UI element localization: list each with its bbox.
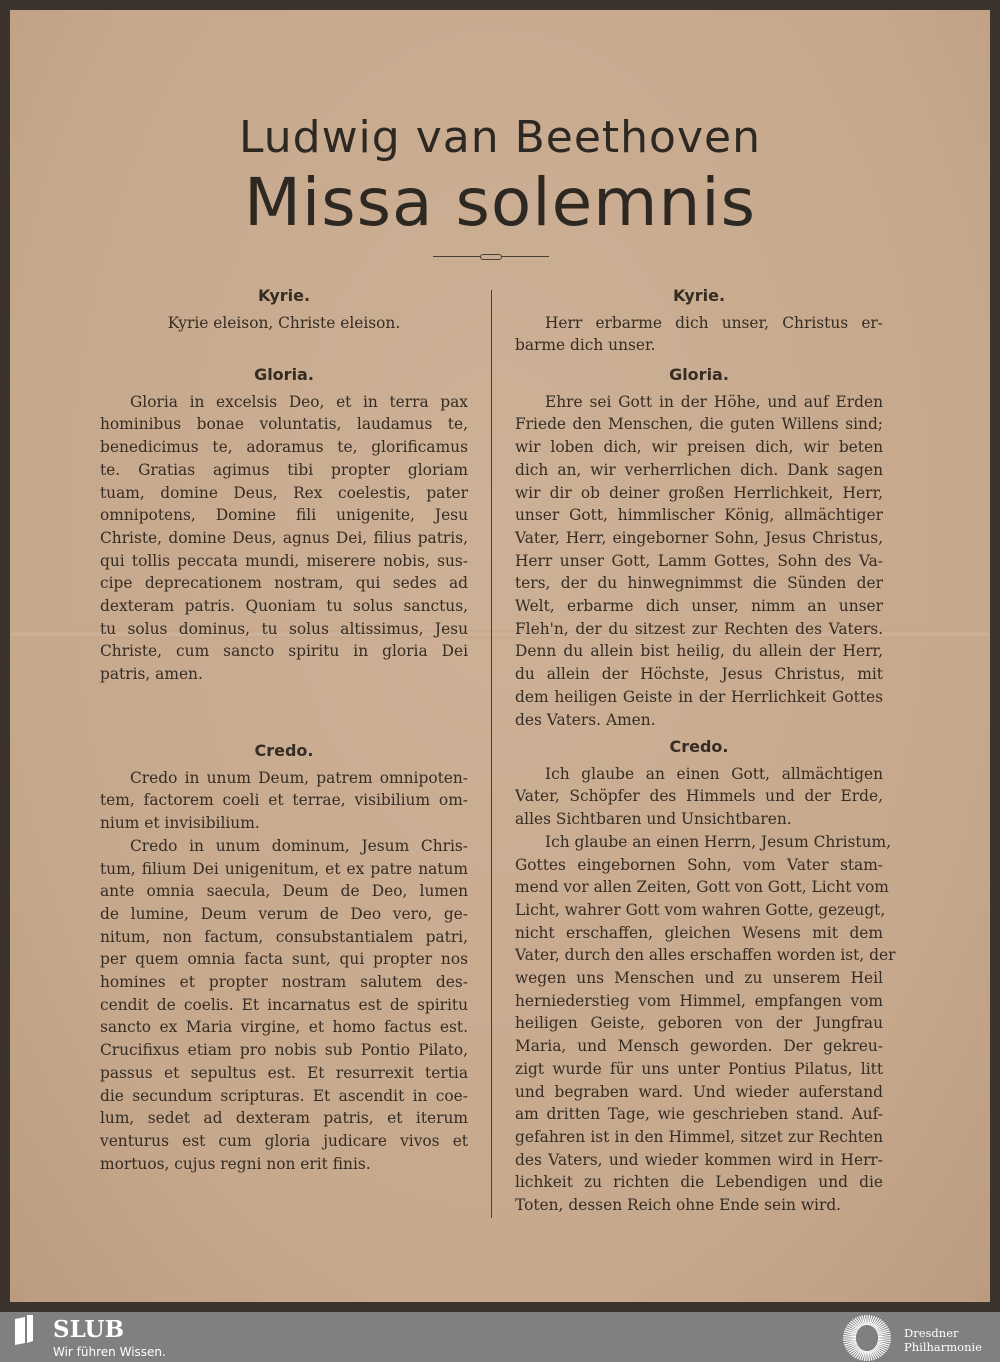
text-line: wegen uns Menschen und zu unserem Heil <box>515 969 883 988</box>
text-line: mortuos, cujus regni non erit finis. <box>100 1154 371 1173</box>
left-kyrie <box>100 285 468 334</box>
text-line: Gloria in excelsis Deo, et in terra pax <box>130 392 468 411</box>
section-heading: Kyrie. <box>672 286 726 305</box>
text-line: Christe, domine Deus, agnus Dei, filius patris, <box>100 528 468 547</box>
text-line: Ich glaube an einen Gott, allmächtigen <box>545 764 883 783</box>
title-ornament-knot <box>480 254 502 260</box>
left-credo <box>100 740 468 1175</box>
text-line: Crucifixus etiam pro nobis sub Pontio Pilato, <box>100 1041 468 1060</box>
text-line: Denn du allein bist heilig, du allein der Herr, <box>515 642 883 661</box>
text-line: venturus est cum gloria judicare vivos et <box>100 1131 468 1150</box>
text-line: unser Gott, himmlischer König, allmächtiger <box>515 506 883 525</box>
text-line: Friede den Menschen, die guten Willens sind; <box>515 415 883 434</box>
text-line: de lumine, Deum verum de Deo vero, ge- <box>100 904 468 923</box>
slub-tagline: Wir führen Wissen. <box>53 1345 166 1359</box>
text-line: Christe, cum sancto spiritu in gloria Dei <box>100 642 468 661</box>
text-line: hominibus bonae voluntatis, laudamus te, <box>100 415 468 434</box>
text-line: Vater, durch den alles erschaffen worden ist, der <box>515 946 896 965</box>
text-line: Ich glaube an einen Herrn, Jesum Christum, <box>545 832 892 851</box>
text-line: Credo in unum dominum, Jesum Chris- <box>130 836 468 855</box>
text-line: nicht erschaffen, gleichen Wesens mit dem <box>515 923 883 942</box>
sun-ray <box>878 1336 891 1337</box>
text-line: die secundum scripturas. Et ascendit in coe- <box>100 1086 468 1105</box>
text-line: Vater, Herr, eingeborner Sohn, Jesus Christus, <box>515 528 883 547</box>
text-line: cendit de coelis. Et incarnatus est de spiritu <box>100 995 468 1014</box>
right-kyrie <box>515 285 883 357</box>
text-line: tu solus dominus, tu solus altissimus, Jesu <box>100 619 468 638</box>
right-credo <box>515 736 896 1217</box>
text-line: Vater, Schöpfer des Himmels und der Erde, <box>515 787 883 806</box>
text-line: benedicimus te, adoramus te, glorificamus <box>100 438 468 457</box>
text-line: Welt, erbarme dich unser, nimm an unser <box>515 597 883 616</box>
text-line: des Vaters. Amen. <box>515 710 656 729</box>
philharmonie-sun-icon <box>842 1315 892 1361</box>
text-line: Kyrie eleison, Christe eleison. <box>167 313 401 332</box>
text-line: lum, sedet ad dexteram patris, et iterum <box>100 1109 468 1128</box>
text-line: dexteram patris. Quoniam tu solus sanctus, <box>100 597 468 616</box>
text-line: Credo in unum Deum, patrem omnipoten- <box>130 768 468 787</box>
work-title: Missa solemnis <box>243 164 757 241</box>
text-line: Ehre sei Gott in der Höhe, und auf Erden <box>545 392 883 411</box>
text-line: patris, amen. <box>100 665 203 684</box>
text-line: ters, der du hinwegnimmst die Sünden der <box>515 574 883 593</box>
section-heading: Kyrie. <box>257 286 311 305</box>
text-line: wir loben dich, wir preisen dich, wir beten <box>515 438 883 457</box>
text-line: Fleh'n, der du sitzest zur Rechten des Vaters. <box>515 619 883 638</box>
text-line: dem heiligen Geiste in der Herrlichkeit Gottes <box>515 687 883 706</box>
text-line: Gottes eingebornen Sohn, vom Vater stam- <box>515 855 883 874</box>
footer-bar <box>0 1312 1000 1362</box>
text-line: am dritten Tage, wie geschrieben stand. Auf- <box>515 1105 883 1124</box>
text-line: ante omnia saecula, Deum de Deo, lumen <box>100 882 468 901</box>
partner-line-1: Dresdner <box>904 1326 959 1340</box>
text-line: cipe deprecationem nostram, qui sedes ad <box>100 574 468 593</box>
text-line: tum, filium Dei unigenitum, et ex patre natum <box>100 859 468 878</box>
text-line: lichkeit zu richten die Lebendigen und die <box>515 1173 883 1192</box>
partner-logo-text[interactable] <box>904 1326 982 1354</box>
text-line: homines et propter nostram salutem des- <box>100 973 468 992</box>
text-line: herniederstieg vom Himmel, empfangen vom <box>515 991 883 1010</box>
slub-book-icon <box>13 1315 35 1345</box>
text-line: Herr erbarme dich unser, Christus er- <box>545 313 883 332</box>
text-line: Licht, wahrer Gott vom wahren Gotte, gezeugt, <box>515 900 886 919</box>
text-line: qui tollis peccata mundi, miserere nobis, sus- <box>100 551 468 570</box>
text-line: tuam, domine Deus, Rex coelestis, pater <box>100 483 468 502</box>
text-line: per quem omnia facta sunt, qui propter nos <box>100 950 468 969</box>
right-gloria <box>515 364 883 731</box>
text-line: barme dich unser. <box>515 336 656 355</box>
section-heading: Gloria. <box>254 365 314 384</box>
sun-ray <box>843 1339 856 1340</box>
sun-ray <box>878 1339 891 1340</box>
text-line: heiligen Geiste, geboren von der Jungfrau <box>515 1014 883 1033</box>
text-line: sancto ex Maria virgine, et homo factus est. <box>100 1018 468 1037</box>
text-line: gefahren ist in den Himmel, sitzet zur Rechten <box>515 1127 883 1146</box>
section-heading: Credo. <box>254 741 314 760</box>
text-line: tem, factorem coeli et terrae, visibilium om- <box>100 791 468 810</box>
left-gloria <box>100 364 468 686</box>
text-line: mend vor allen Zeiten, Gott von Gott, Licht vom <box>515 878 889 897</box>
partner-line-2: Philharmonie <box>904 1340 982 1354</box>
composer-title: Ludwig van Beethoven <box>239 112 761 163</box>
text-line: nitum, non factum, consubstantialem patri, <box>100 927 468 946</box>
text-line: und begraben ward. Und wieder auferstand <box>515 1082 883 1101</box>
text-line: te. Gratias agimus tibi propter gloriam <box>100 460 468 479</box>
text-line: alles Sichtbaren und Unsichtbaren. <box>515 810 792 829</box>
section-heading: Gloria. <box>669 365 729 384</box>
text-line: des Vaters, und wieder kommen wird in Herr- <box>515 1150 883 1169</box>
text-line: Herr unser Gott, Lamm Gottes, Sohn des Va- <box>515 551 883 570</box>
text-line: Toten, dessen Reich ohne Ende sein wird. <box>515 1196 842 1215</box>
text-line: zigt wurde für uns unter Pontius Pilatus, litt <box>515 1059 883 1078</box>
column-divider <box>491 290 492 1218</box>
text-line: Maria, und Mensch geworden. Der gekreu- <box>515 1037 883 1056</box>
text-line: du allein der Höchste, Jesus Christus, mit <box>515 665 883 684</box>
sun-ray <box>843 1336 856 1337</box>
section-heading: Credo. <box>669 737 729 756</box>
text-line: passus et sepultus est. Et resurrexit tertia <box>100 1063 468 1082</box>
text-line: wir dir ob deiner großen Herrlichkeit, Herr, <box>515 483 883 502</box>
text-line: omnipotens, Domine fili unigenite, Jesu <box>100 506 468 525</box>
text-line: dich an, wir verherrlichen dich. Dank sagen <box>515 460 883 479</box>
slub-logo-text[interactable]: SLUB <box>53 1316 125 1343</box>
text-line: nium et invisibilium. <box>100 814 260 833</box>
